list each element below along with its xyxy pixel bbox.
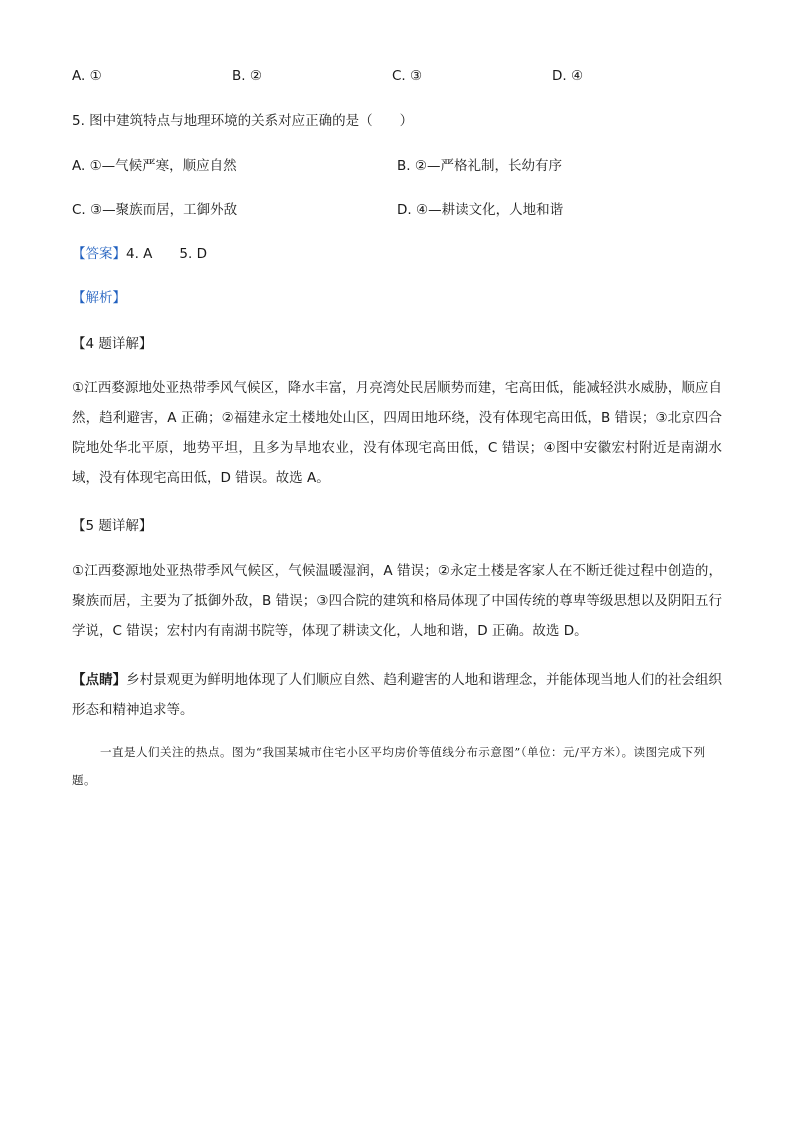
- q5-option-d: D. ④—耕读文化，人地和谐: [397, 202, 564, 218]
- q4-option-b: B. ②: [232, 68, 262, 84]
- tip-text: 乡村景观更为鲜明地体现了人们顺应自然、趋利避害的人地和谐理念，并能体现当地人们的社会组织形态和精神追求等。: [72, 672, 723, 718]
- q5-option-a: A. ①—气候严寒，顺应自然: [72, 158, 237, 174]
- q5-stem: 5. 图中建筑特点与地理环境的关系对应正确的是（ ）: [72, 113, 414, 129]
- q4-option-a: A. ①: [72, 68, 102, 84]
- answer-line: [72, 244, 207, 264]
- tip-paragraph: [72, 665, 722, 725]
- answer-label: 【答案】: [72, 246, 126, 262]
- detail4-title: 【4 题详解】: [72, 336, 153, 352]
- q4-option-d: D. ④: [552, 68, 584, 84]
- q5-option-c: C. ③—聚族而居，工御外敌: [72, 202, 238, 218]
- detail5-title: 【5 题详解】: [72, 518, 153, 534]
- q5-option-b: B. ②—严格礼制，长幼有序: [397, 158, 562, 174]
- detail4-text: ①江西婺源地处亚热带季风气候区，降水丰富，月亮湾处民居顺势而建，宅高田低，能减轻洪水威胁，顺应自然，趋利避害，A 正确；②福建永定土楼地处山区，四周田地环绕，没有体现宅高田低，B 错误；③北京四合院地处华北平原，地势平坦，且多为旱地农业，没有体现宅高田低，C 错误；④图中安徽宏村附近是南湖水域，没有体现宅高田低，D 错误。故选 A。: [72, 380, 722, 486]
- analysis-label: 【解析】: [72, 290, 126, 306]
- tip-label: 【点睛】: [72, 672, 127, 688]
- detail5-text: ①江西婺源地处亚热带季风气候区，气候温暖湿润，A 错误；②永定土楼是客家人在不断迁徙过程中创造的，聚族而居，主要为了抵御外敌，B 错误；③四合院的建筑和格局体现了中国传统的尊卑等级思想以及阴阳五行学说，C 错误；宏村内有南湖书院等，体现了耕读文化，人地和谐，D 正确。故选 D。: [72, 563, 722, 639]
- q4-options: [72, 66, 712, 86]
- q4-option-c: C. ③: [392, 68, 423, 84]
- next-question-intro: 一直是人们关注的热点。图为“我国某城市住宅小区平均房价等值线分布示意图”（单位：元/平方米）。读图完成下列题。: [72, 745, 706, 787]
- answer-text: 4. A 5. D: [126, 246, 207, 262]
